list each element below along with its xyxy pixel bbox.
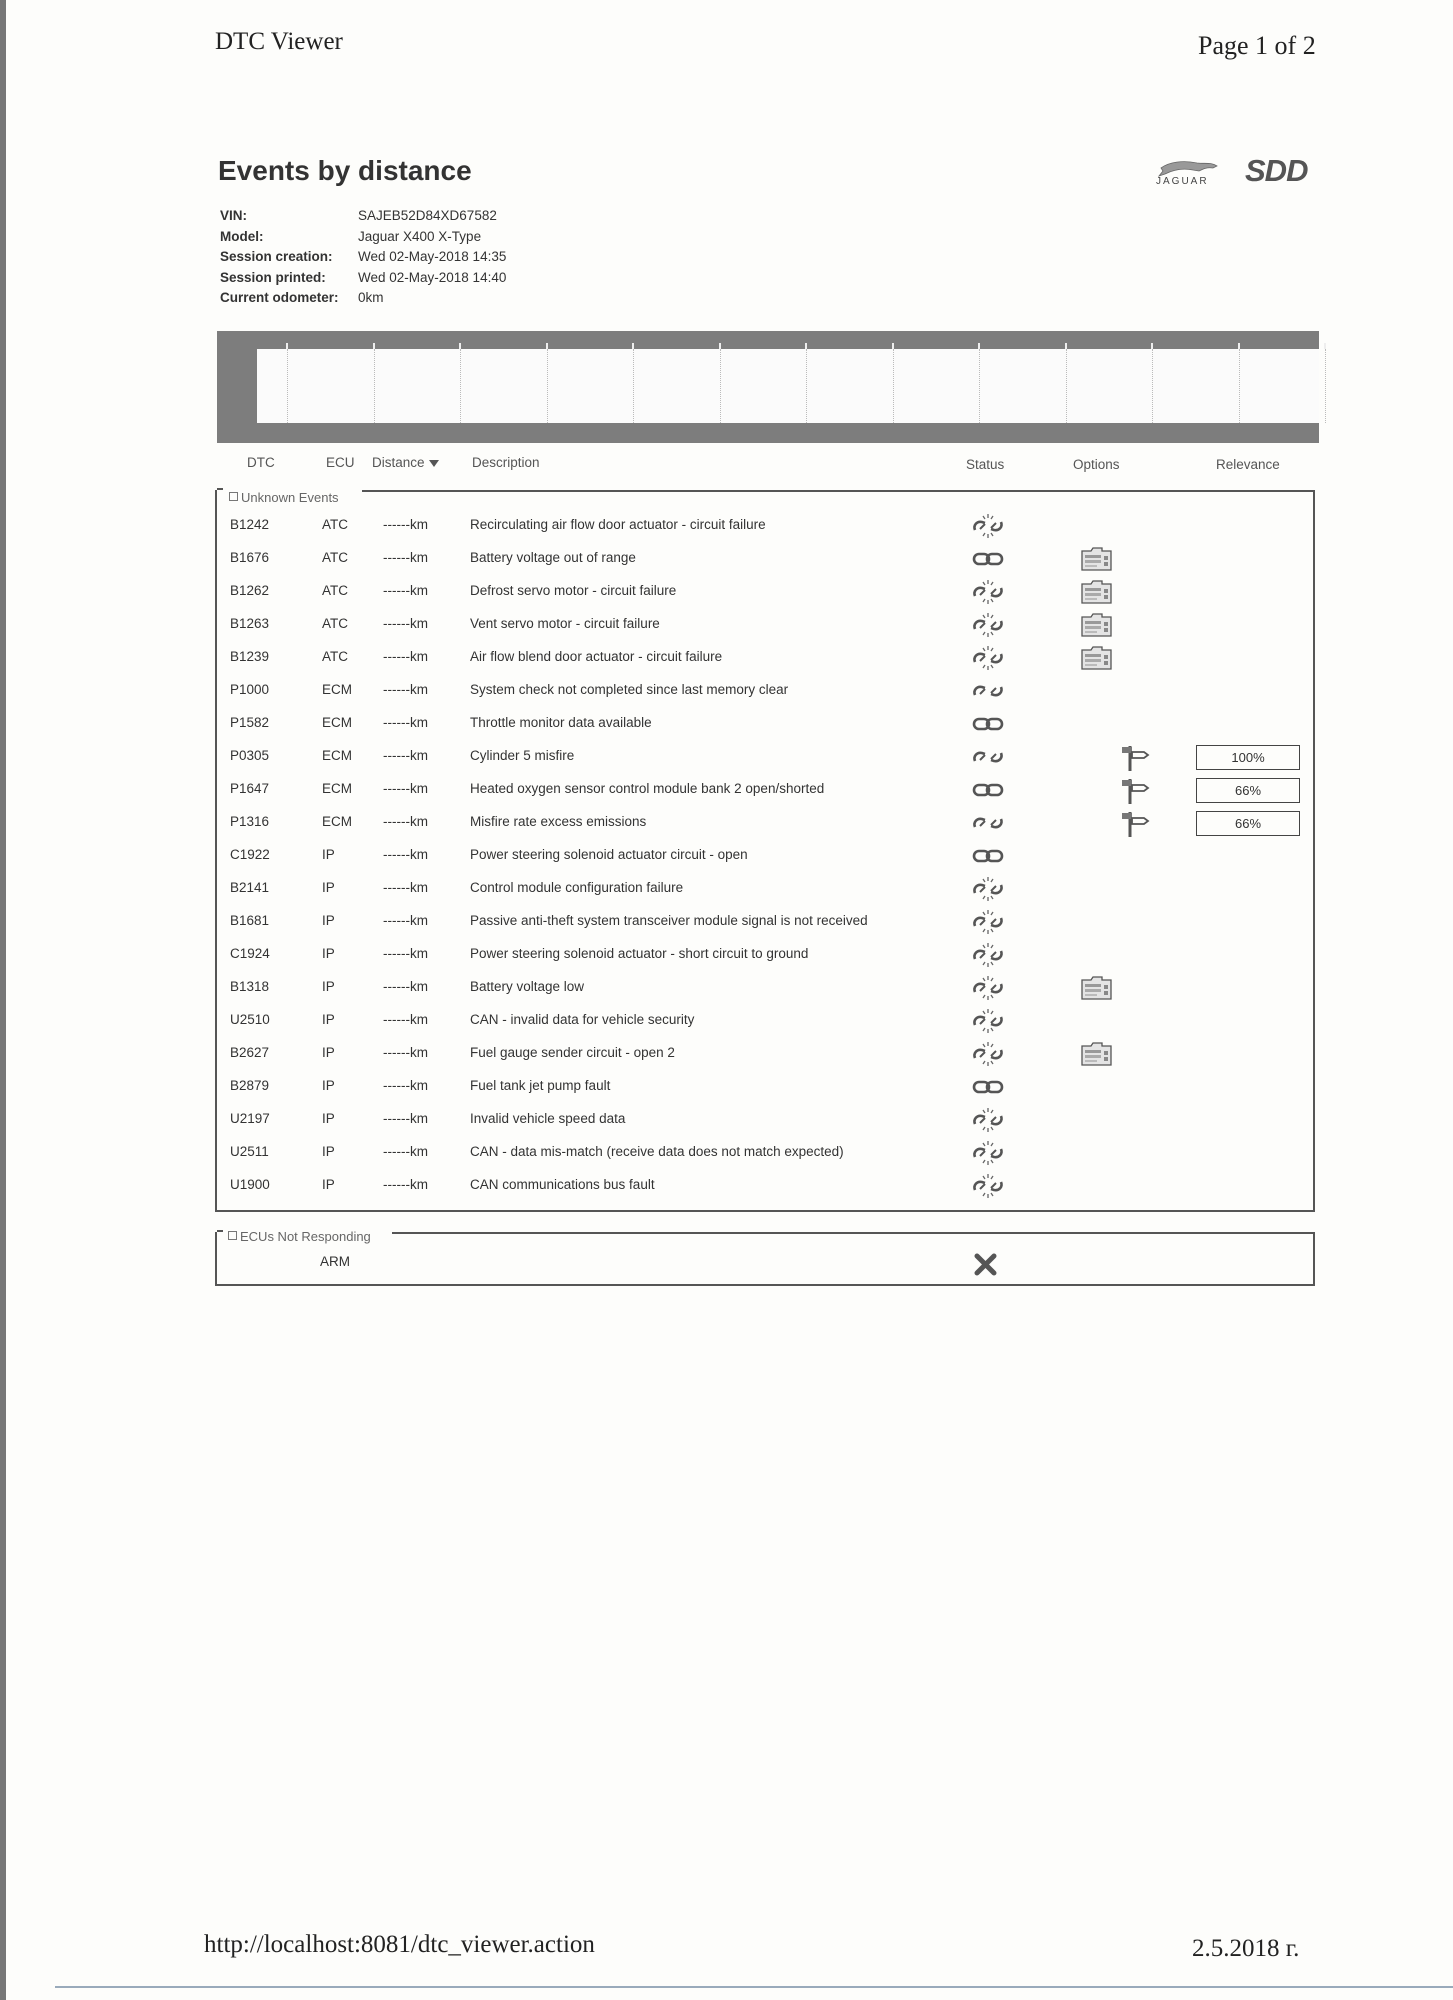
timeline-gridline — [720, 349, 721, 423]
distance-value: ------km — [383, 1177, 428, 1192]
distance-value: ------km — [383, 781, 428, 796]
dtc-code: U2197 — [230, 1111, 270, 1126]
ecu-name: IP — [322, 913, 335, 928]
timeline-tick — [1238, 343, 1240, 349]
status-cell — [971, 612, 1005, 641]
dtc-code: P0305 — [230, 748, 270, 763]
ecu-name: ECM — [322, 781, 352, 796]
table-row[interactable] — [0, 675, 1453, 707]
distance-value: ------km — [383, 583, 428, 598]
table-row[interactable] — [0, 1137, 1453, 1169]
ecu-name: ECM — [322, 715, 352, 730]
status-cell — [971, 1140, 1005, 1169]
dtc-description: Passive anti-theft system transceiver module signal is not received — [470, 913, 868, 928]
timeline-tick — [546, 343, 548, 349]
intermittent-link-icon — [971, 1107, 1005, 1133]
meta-row — [220, 229, 506, 250]
group-title: Unknown Events — [241, 490, 339, 505]
hint-cell[interactable] — [1118, 743, 1152, 776]
ecu-name: IP — [322, 946, 335, 961]
options-cell[interactable] — [1080, 645, 1114, 674]
col-distance-label: Distance — [372, 455, 425, 470]
broken-link-icon — [971, 810, 1005, 836]
checkbox-icon — [229, 492, 238, 501]
dtc-description: Air flow blend door actuator - circuit failure — [470, 649, 723, 664]
status-cell — [971, 909, 1005, 938]
distance-value: ------km — [383, 1111, 428, 1126]
dtc-code: B1242 — [230, 517, 270, 532]
timeline-gridline — [806, 349, 807, 423]
meta-value: Wed 02-May-2018 14:40 — [358, 269, 507, 285]
table-row[interactable] — [0, 1005, 1453, 1037]
broken-link-icon — [971, 744, 1005, 770]
connected-link-icon — [971, 546, 1005, 572]
ecu-name: ECM — [322, 748, 352, 763]
table-row[interactable] — [0, 774, 1453, 806]
dtc-code: P1000 — [230, 682, 270, 697]
status-cell — [971, 942, 1005, 971]
group-frame-corner — [217, 1230, 223, 1240]
distance-value: ------km — [383, 913, 428, 928]
options-cell[interactable] — [1080, 579, 1114, 608]
guided-diagnostics-signpost-icon[interactable] — [1118, 776, 1152, 806]
session-meta — [220, 208, 506, 311]
dtc-description: Defrost servo motor - circuit failure — [470, 583, 677, 598]
connected-link-icon — [971, 843, 1005, 869]
scan-bottom-line — [55, 1986, 1453, 1988]
dtc-code: B1262 — [230, 583, 270, 598]
meta-label: Model: — [220, 228, 264, 244]
freeze-frame-data-icon[interactable] — [1080, 645, 1114, 671]
relevance-value: 66% — [1196, 778, 1300, 803]
timeline-gridline — [979, 349, 980, 423]
col-status-header[interactable]: Status — [966, 457, 1005, 472]
col-relevance-header[interactable]: Relevance — [1216, 457, 1280, 472]
freeze-frame-data-icon[interactable] — [1080, 975, 1114, 1001]
timeline-gridline — [1239, 349, 1240, 423]
page-info: Page 1 of 2 — [1198, 31, 1316, 60]
report-title: Events by distance — [218, 155, 472, 186]
dtc-description: CAN - invalid data for vehicle security — [470, 1012, 695, 1027]
timeline-gridline — [633, 349, 634, 423]
dtc-description: Invalid vehicle speed data — [470, 1111, 626, 1126]
meta-value: Jaguar X400 X-Type — [358, 228, 482, 244]
meta-label: Session creation: — [220, 249, 333, 264]
dtc-code: B2141 — [230, 880, 270, 895]
timeline-tick — [1151, 343, 1153, 349]
status-cell — [971, 843, 1005, 872]
timeline-tick — [978, 343, 980, 349]
footer-date: 2.5.2018 г. — [1192, 1935, 1300, 1962]
meta-row — [220, 270, 506, 291]
dtc-description: Recirculating air flow door actuator - circuit failure — [470, 517, 766, 532]
table-row[interactable] — [0, 906, 1453, 938]
status-cell — [971, 711, 1005, 740]
dtc-description: Power steering solenoid actuator circuit - open — [470, 847, 748, 862]
status-cell — [971, 876, 1005, 905]
ecu-name: ECM — [322, 682, 352, 697]
relevance-value: 100% — [1196, 745, 1300, 770]
timeline-gridline — [547, 349, 548, 423]
group-frame-corner — [217, 488, 223, 498]
dtc-code: B2627 — [230, 1045, 270, 1060]
ecu-name: IP — [322, 1144, 335, 1159]
table-row[interactable] — [0, 708, 1453, 740]
timeline-track — [257, 349, 1319, 423]
distance-value: ------km — [383, 649, 428, 664]
options-cell[interactable] — [1080, 1041, 1114, 1070]
timeline-tick — [632, 343, 634, 349]
col-distance-header[interactable] — [372, 455, 440, 470]
status-cell — [971, 546, 1005, 575]
timeline-gridline — [374, 349, 375, 423]
meta-label: Session printed: — [220, 269, 326, 285]
dtc-code: B1263 — [230, 616, 270, 631]
dtc-description: System check not completed since last memory clear — [470, 682, 789, 697]
ecu-name: IP — [322, 880, 335, 895]
table-row[interactable] — [0, 972, 1453, 1004]
intermittent-link-icon — [971, 1041, 1005, 1067]
dtc-description: Battery voltage out of range — [470, 550, 636, 565]
dtc-description: Fuel gauge sender circuit - open 2 — [470, 1045, 675, 1060]
distance-value: ------km — [383, 715, 428, 730]
status-cell — [971, 1041, 1005, 1070]
timeline-tick — [892, 343, 894, 349]
table-row[interactable] — [0, 873, 1453, 905]
distance-value: ------km — [383, 682, 428, 697]
status-cell — [971, 810, 1005, 839]
timeline-tick — [459, 343, 461, 349]
intermittent-link-icon — [971, 876, 1005, 902]
footer-url: http://localhost:8081/dtc_viewer.action — [204, 1931, 595, 1958]
status-cell — [971, 1107, 1005, 1136]
ecu-name: ATC — [322, 649, 348, 664]
distance-value: ------km — [383, 1012, 428, 1027]
status-cell — [971, 1074, 1005, 1103]
connected-link-icon — [971, 711, 1005, 737]
intermittent-link-icon — [971, 975, 1005, 1001]
ecu-arm[interactable]: ARM — [320, 1254, 350, 1269]
dtc-description: Misfire rate excess emissions — [470, 814, 647, 829]
ecus-not-responding-group — [215, 1232, 1315, 1286]
connected-link-icon — [971, 777, 1005, 803]
dtc-code: U2511 — [230, 1144, 269, 1159]
dtc-code: C1924 — [230, 946, 270, 961]
table-row[interactable] — [0, 543, 1453, 575]
connected-link-icon — [971, 1074, 1005, 1100]
jaguar-logo-text: JAGUAR — [1156, 176, 1209, 187]
col-dtc-header[interactable]: DTC — [247, 455, 275, 470]
options-cell[interactable] — [1080, 612, 1114, 641]
table-row[interactable] — [0, 741, 1453, 773]
intermittent-link-icon — [971, 1140, 1005, 1166]
status-cell — [971, 678, 1005, 707]
distance-value: ------km — [383, 847, 428, 862]
sdd-logo: SDD — [1245, 153, 1308, 188]
dtc-description: Power steering solenoid actuator - short circuit to ground — [470, 946, 809, 961]
sort-desc-icon — [428, 458, 440, 468]
dtc-code: B1239 — [230, 649, 270, 664]
table-row[interactable] — [0, 1104, 1453, 1136]
ecu-name: IP — [322, 1078, 335, 1093]
dtc-description: CAN communications bus fault — [470, 1177, 655, 1192]
dtc-description: Fuel tank jet pump fault — [470, 1078, 611, 1093]
ecu-name: IP — [322, 1111, 335, 1126]
timeline-tick — [373, 343, 375, 349]
not-responding-cross-icon — [973, 1252, 998, 1277]
ecu-name: IP — [322, 1177, 335, 1192]
status-cell — [971, 744, 1005, 773]
relevance-value: 66% — [1196, 811, 1300, 836]
guided-diagnostics-signpost-icon[interactable] — [1118, 809, 1152, 839]
dtc-description: CAN - data mis-match (receive data does not match expected) — [470, 1144, 844, 1159]
ecu-name: ATC — [322, 616, 348, 631]
table-row[interactable] — [0, 609, 1453, 641]
distance-value: ------km — [383, 880, 428, 895]
intermittent-link-icon — [971, 1173, 1005, 1199]
freeze-frame-data-icon[interactable] — [1080, 612, 1114, 638]
dtc-description: Cylinder 5 misfire — [470, 748, 575, 763]
table-row[interactable] — [0, 642, 1453, 674]
ecu-name: ATC — [322, 517, 348, 532]
distance-value: ------km — [383, 946, 428, 961]
dtc-code: U1900 — [230, 1177, 270, 1192]
col-options-header[interactable]: Options — [1073, 457, 1120, 472]
meta-row — [220, 208, 506, 229]
distance-value: ------km — [383, 1045, 428, 1060]
table-row[interactable] — [0, 807, 1453, 839]
guided-diagnostics-signpost-icon[interactable] — [1118, 743, 1152, 773]
freeze-frame-data-icon[interactable] — [1080, 579, 1114, 605]
distance-value: ------km — [383, 814, 428, 829]
meta-value: 0km — [358, 290, 384, 305]
timeline-tick — [805, 343, 807, 349]
intermittent-link-icon — [971, 942, 1005, 968]
table-row[interactable] — [0, 840, 1453, 872]
dtc-code: C1922 — [230, 847, 270, 862]
options-cell[interactable] — [1080, 975, 1114, 1004]
group-title: ECUs Not Responding — [240, 1229, 371, 1244]
status-cell — [971, 975, 1005, 1004]
status-cell — [971, 579, 1005, 608]
ecu-name: IP — [322, 979, 335, 994]
table-row[interactable] — [0, 1038, 1453, 1070]
intermittent-link-icon — [971, 579, 1005, 605]
hint-cell[interactable] — [1118, 776, 1152, 809]
hint-cell[interactable] — [1118, 809, 1152, 842]
table-row[interactable] — [0, 1071, 1453, 1103]
timeline-gridline — [893, 349, 894, 423]
timeline-gridline — [460, 349, 461, 423]
dtc-code: B1318 — [230, 979, 270, 994]
timeline-tick — [1065, 343, 1067, 349]
dtc-code: P1582 — [230, 715, 270, 730]
meta-label: VIN: — [220, 208, 247, 223]
dtc-code: P1316 — [230, 814, 270, 829]
ecu-name: ATC — [322, 550, 348, 565]
freeze-frame-data-icon[interactable] — [1080, 1041, 1114, 1067]
distance-timeline[interactable] — [217, 331, 1319, 443]
meta-label: Current odometer: — [220, 290, 339, 305]
col-description-header[interactable]: Description — [472, 455, 540, 470]
ecus-not-responding-toggle[interactable] — [228, 1229, 371, 1244]
status-cell — [971, 1173, 1005, 1202]
meta-row — [220, 249, 506, 270]
dtc-description: Throttle monitor data available — [470, 715, 652, 730]
freeze-frame-data-icon[interactable] — [1080, 546, 1114, 572]
table-row[interactable] — [0, 510, 1453, 542]
dtc-code: B1681 — [230, 913, 270, 928]
meta-row — [220, 290, 506, 311]
group-frame-top — [362, 490, 1313, 492]
meta-value: Wed 02-May-2018 14:35 — [358, 249, 507, 264]
intermittent-link-icon — [971, 909, 1005, 935]
timeline-tick — [286, 343, 288, 349]
status-cell — [971, 513, 1005, 542]
ecu-name: IP — [322, 847, 335, 862]
status-cell — [971, 645, 1005, 674]
distance-value: ------km — [383, 616, 428, 631]
timeline-gridline — [287, 349, 288, 423]
meta-value: SAJEB52D84XD67582 — [358, 208, 497, 223]
ecu-name: ECM — [322, 814, 352, 829]
unknown-events-toggle[interactable] — [229, 490, 339, 505]
dtc-code: B1676 — [230, 550, 270, 565]
timeline-tick — [719, 343, 721, 349]
intermittent-link-icon — [971, 513, 1005, 539]
distance-value: ------km — [383, 1144, 428, 1159]
ecu-name: IP — [322, 1012, 335, 1027]
table-row[interactable] — [0, 939, 1453, 971]
ecu-name: IP — [322, 1045, 335, 1060]
table-row[interactable] — [0, 576, 1453, 608]
timeline-gridline — [1325, 349, 1326, 423]
intermittent-link-icon — [971, 612, 1005, 638]
distance-value: ------km — [383, 979, 428, 994]
distance-value: ------km — [383, 1078, 428, 1093]
options-cell[interactable] — [1080, 546, 1114, 575]
dtc-description: Heated oxygen sensor control module bank 2 open/shorted — [470, 781, 825, 796]
timeline-gridline — [1152, 349, 1153, 423]
distance-value: ------km — [383, 550, 428, 565]
col-ecu-header[interactable]: ECU — [326, 455, 355, 470]
dtc-description: Battery voltage low — [470, 979, 585, 994]
status-cell — [971, 1008, 1005, 1037]
dtc-code: U2510 — [230, 1012, 270, 1027]
distance-value: ------km — [383, 748, 428, 763]
checkbox-icon — [228, 1231, 237, 1240]
distance-value: ------km — [383, 517, 428, 532]
group-frame-top — [392, 1232, 1313, 1234]
intermittent-link-icon — [971, 645, 1005, 671]
ecu-name: ATC — [322, 583, 348, 598]
timeline-tick — [1324, 343, 1326, 349]
table-row[interactable] — [0, 1170, 1453, 1202]
status-cell — [971, 777, 1005, 806]
dtc-description: Control module configuration failure — [470, 880, 684, 895]
dtc-code: P1647 — [230, 781, 270, 796]
app-title: DTC Viewer — [215, 28, 343, 55]
dtc-code: B2879 — [230, 1078, 270, 1093]
dtc-description: Vent servo motor - circuit failure — [470, 616, 660, 631]
intermittent-link-icon — [971, 1008, 1005, 1034]
timeline-gridline — [1066, 349, 1067, 423]
broken-link-icon — [971, 678, 1005, 704]
